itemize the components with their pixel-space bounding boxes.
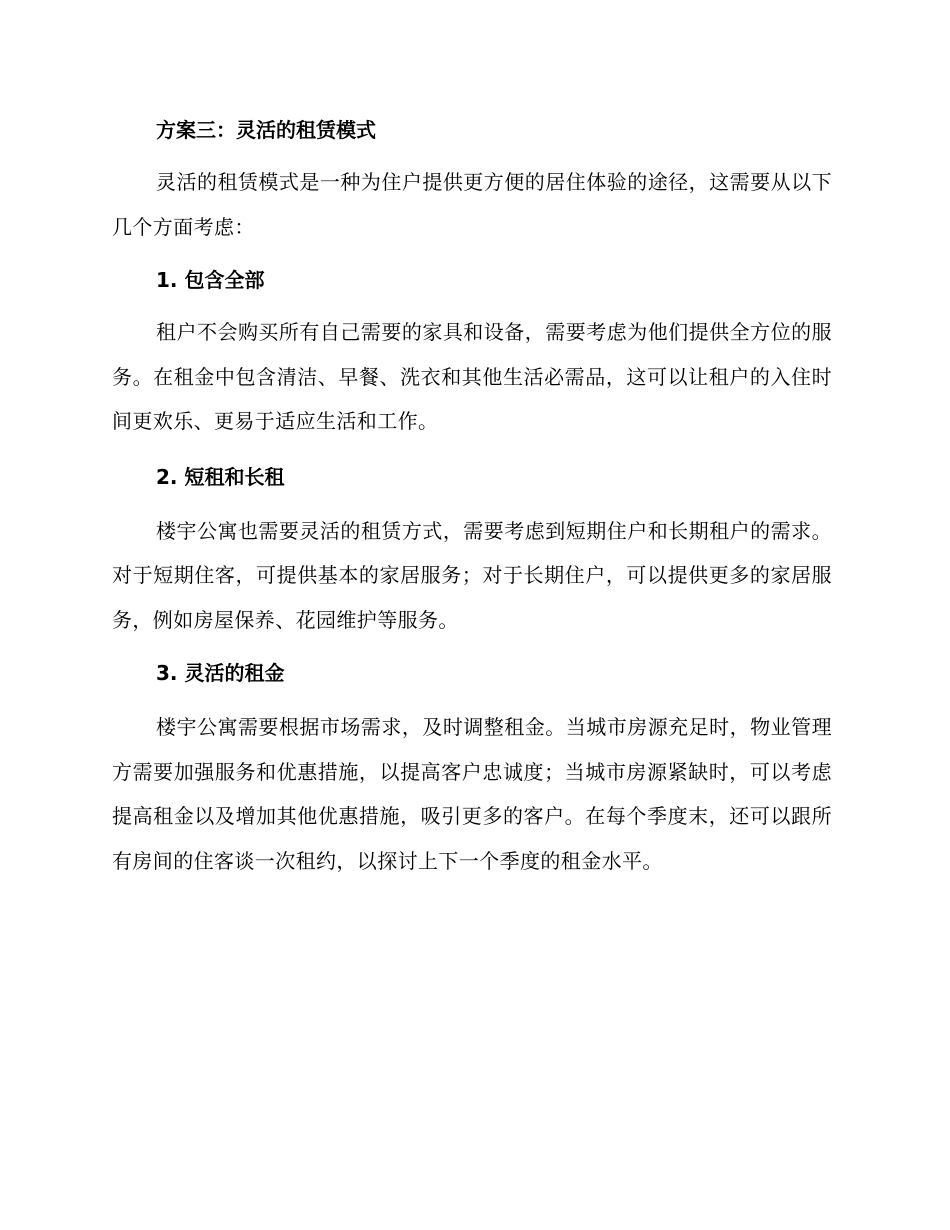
section-heading-3: 3. 灵活的租金 bbox=[156, 661, 285, 685]
section-body-2: 楼宇公寓也需要灵活的租赁方式，需要考虑到短期住户和长期租户的需求。对于短期住客，可提供基本的家居服务；对于长期住户，可以提供更多的家居服务，例如房屋保养、花园维护等服务。 bbox=[112, 518, 832, 632]
section-heading-2: 2. 短租和长租 bbox=[156, 464, 285, 489]
section-body-1: 租户不会购买所有自己需要的家具和设备，需要考虑为他们提供全方位的服务。在租金中包含清洁、早餐、洗衣和其他生活必需品，这可以让租户的入住时间更欢乐、更易于适应生活和工作。 bbox=[112, 320, 832, 433]
section-body-3: 楼宇公寓需要根据市场需求，及时调整租金。当城市房源充足时，物业管理方需要加强服务和优惠措施，以提高客户忠诚度；当城市房源紧缺时，可以考虑提高租金以及增加其他优惠措施，吸引更多的客户。在每个季度末，还可以跟所有房间的住客谈一次租约，以探讨上下一个季度的租金水平。 bbox=[112, 715, 832, 873]
intro-paragraph: 灵活的租赁模式是一种为住户提供更方便的居住体验的途径，这需要从以下几个方面考虑： bbox=[112, 170, 832, 239]
document-page bbox=[112, 110, 832, 883]
section-heading-1: 1. 包含全部 bbox=[156, 268, 265, 292]
document-title: 方案三：灵活的租赁模式 bbox=[156, 118, 376, 142]
